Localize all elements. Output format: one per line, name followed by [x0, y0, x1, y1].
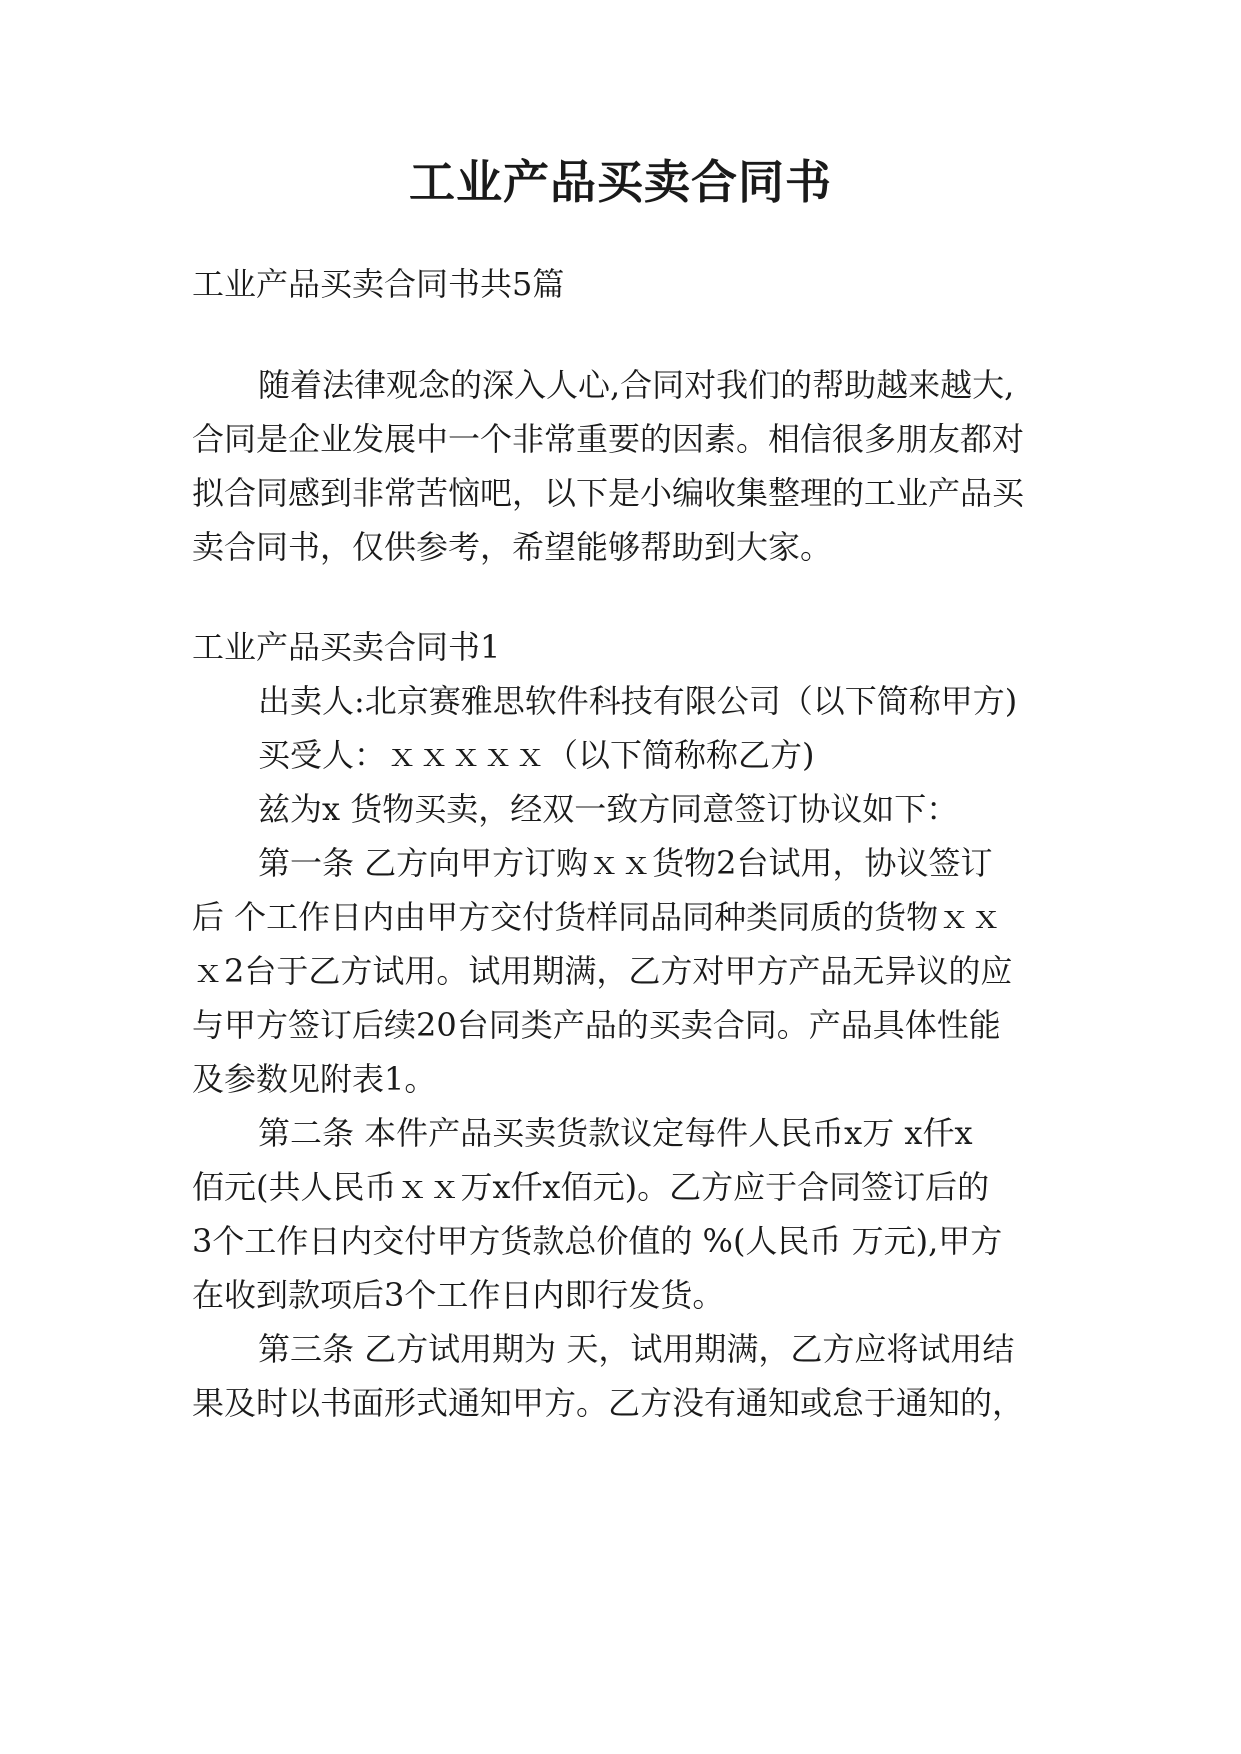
buyer-line: 买受人：ｘｘｘｘｘ（以下简称称乙方) [258, 736, 815, 774]
article-1-line: 及参数见附表1。 [192, 1060, 437, 1098]
article-2-line: 3个工作日内交付甲方货款总价值的 %(人民币 万元),甲方 [192, 1222, 1003, 1260]
section-heading: 工业产品买卖合同书1 [192, 628, 501, 666]
intro-line: 合同是企业发展中一个非常重要的因素。相信很多朋友都对 [192, 420, 1025, 458]
article-2-line: 在收到款项后3个工作日内即行发货。 [192, 1276, 725, 1314]
article-3-line: 果及时以书面形式通知甲方。乙方没有通知或怠于通知的， [192, 1384, 1025, 1422]
article-3-line: 第三条 乙方试用期为 天，试用期满，乙方应将试用结 [258, 1330, 1015, 1368]
article-2-line: 第二条 本件产品买卖货款议定每件人民币x万 x仟x [258, 1114, 973, 1152]
article-1-line: 第一条 乙方向甲方订购ｘｘ货物2台试用，协议签订 [258, 844, 993, 882]
article-1-line: ｘ2台于乙方试用。试用期满，乙方对甲方产品无异议的应 [192, 952, 1013, 990]
intro-line: 随着法律观念的深入人心,合同对我们的帮助越来越大, [258, 366, 1015, 404]
document-title: 工业产品买卖合同书 [409, 155, 832, 209]
document-subtitle: 工业产品买卖合同书共5篇 [192, 265, 565, 303]
seller-line: 出卖人:北京赛雅思软件科技有限公司（以下简称甲方) [258, 682, 1018, 720]
agreement-line: 兹为x 货物买卖，经双一致方同意签订协议如下： [258, 790, 959, 828]
article-1-line: 与甲方签订后续20台同类产品的买卖合同。产品具体性能 [192, 1006, 1001, 1044]
article-2-line: 佰元(共人民币ｘｘ万x仟x佰元)。乙方应于合同签订后的 [192, 1168, 990, 1206]
article-1-line: 后 个工作日内由甲方交付货样同品同种类同质的货物ｘｘ [192, 898, 1003, 936]
intro-line: 拟合同感到非常苦恼吧，以下是小编收集整理的工业产品买 [192, 474, 1025, 512]
intro-line: 卖合同书，仅供参考，希望能够帮助到大家。 [192, 528, 833, 566]
